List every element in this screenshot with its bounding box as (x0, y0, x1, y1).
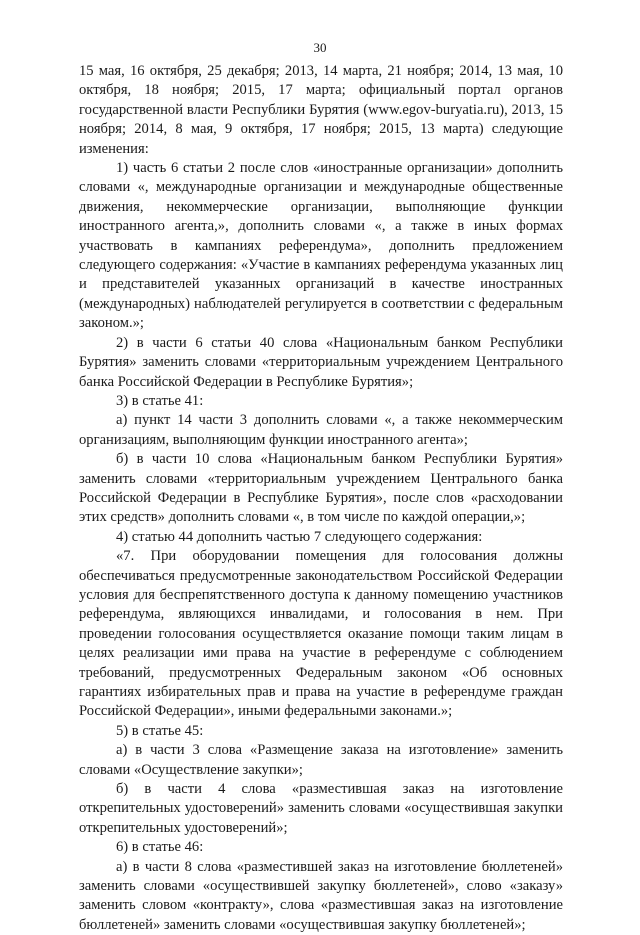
paragraph-item-5b: б) в части 4 слова «разместившая заказ на изготовление открепительных удостоверений» заменить словами «осуществившая закупки открепительных удостоверений»; (79, 781, 563, 836)
paragraph-item-4: 4) статью 44 дополнить частью 7 следующего содержания: (116, 528, 483, 545)
paragraph-item-3a: а) пункт 14 части 3 дополнить словами «, а также некоммерческим организациям, выполняющим функции иностранного агента»; (79, 412, 563, 448)
page-number: 30 (313, 40, 327, 55)
paragraph-item-5a: а) в части 3 слова «Размещение заказа на изготовление» заменить словами «Осуществление закупки»; (79, 742, 563, 778)
paragraph-item-1: 1) часть 6 статьи 2 после слов «иностранные организации» дополнить словами «, международные организации и международные общественные движения, некоммерческие организации, выполняющие функции иностранного агента,», дополнить словами «, а также в иных формах участвовать в кампаниях референдума», дополнить предложением следующего содержания: «Участие в кампаниях референдума указанных лиц и представителей указанных организаций в качестве иностранных (международных) наблюдателей регулируется в соответствии с федеральным законом.»; (79, 160, 563, 332)
paragraph-item-3b: б) в части 10 слова «Национальным банком Республики Бурятия» заменить словами «территориальным учреждением Центрального банка Российской Федерации в Республике Бурятия», после слов «расходовании этих средств» дополнить словами «, в том числе по каждой операции,»; (79, 451, 563, 526)
paragraph-item-3: 3) в статье 41: (116, 392, 204, 409)
paragraph-quote-part-7: «7. При оборудовании помещения для голосования должны обеспечиваться предусмотренные законодательством Российской Федерации условия для беспрепятственного доступа к данному помещению участников референдума, являющихся инвалидами, и голосования в нем. При проведении голосования осуществляется оказание помощи таким лицам в целях реализации ими права на участие в референдуме с соблюдением требований, предусмотренных Федеральным законом «Об основных гарантиях избирательных прав и права на участие в референдуме граждан Российской Федерации», иными федеральными законами.»; (79, 548, 563, 720)
paragraph-item-2: 2) в части 6 статьи 40 слова «Национальным банком Республики Бурятия» заменить словами «территориальным учреждением Центрального банка Российской Федерации в Республике Бурятия»; (79, 334, 563, 390)
paragraph-item-6a: а) в части 8 слова «разместившей заказ на изготовление бюллетеней» заменить словами «осуществившей закупку бюллетеней», слово «заказу» заменить словом «контракту», слова «разместившая заказ на изготовление бюллетеней» заменить словами «осуществившая закупку бюллетеней»; (79, 858, 563, 933)
paragraph: 15 мая, 16 октября, 25 декабря; 2013, 14 марта, 21 ноября; 2014, 13 мая, 10 октября, 18 ноября; 2015, 17 марта; официальный портал органов государственной власти Республики Бурятия (www.egov-buryatia.ru), 2013, 15 ноября; 2014, 8 мая, 9 октября, 17 ноября; 2015, 13 марта) следующие изменения: (79, 63, 563, 157)
document-body (79, 62, 563, 935)
paragraph-item-5: 5) в статье 45: (116, 722, 204, 739)
paragraph-item-6: 6) в статье 46: (116, 839, 204, 856)
